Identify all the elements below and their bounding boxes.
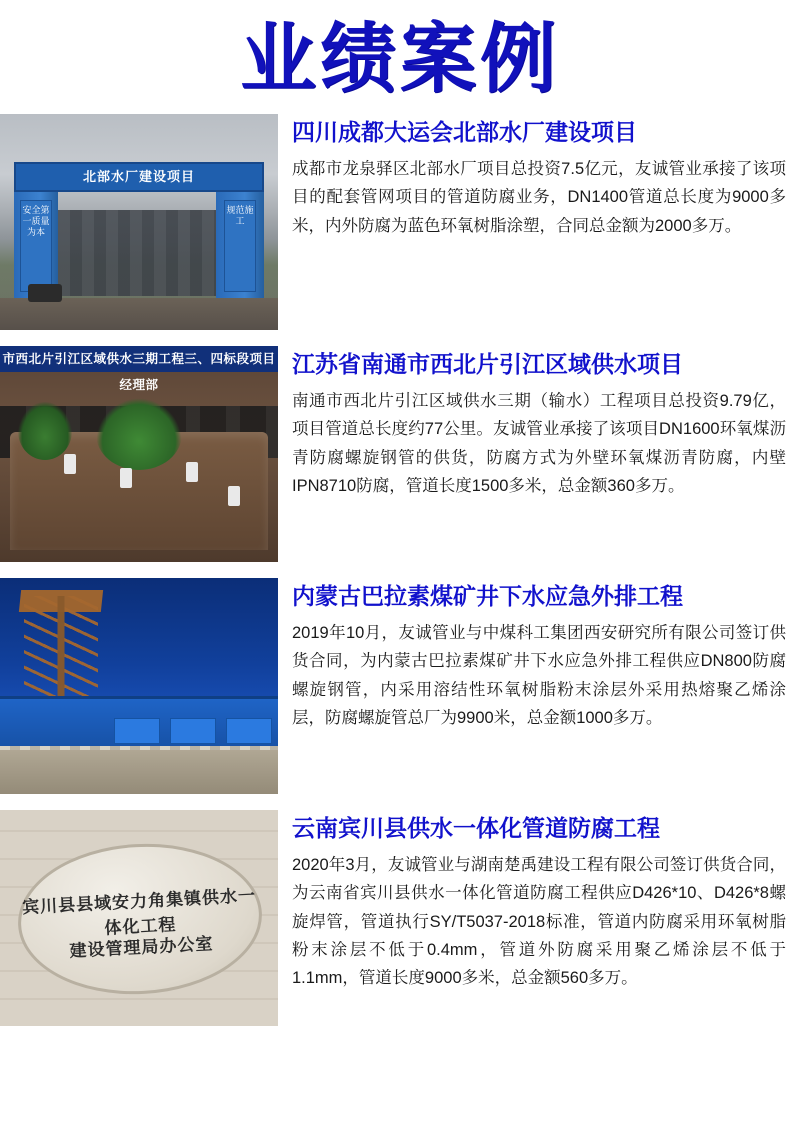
signboard-line-2: 建设管理局办公室 — [69, 934, 214, 961]
gate-signboard — [14, 162, 264, 192]
water-cup — [64, 454, 76, 474]
case-list — [0, 108, 800, 1026]
gate-signboard-text: 北部水厂建设项目 — [82, 169, 195, 184]
parked-bike — [28, 284, 62, 302]
case-title: 内蒙古巴拉素煤矿井下水应急外排工程 — [292, 583, 683, 609]
case-title: 云南宾川县供水一体化管道防腐工程 — [292, 815, 660, 841]
building-panel — [226, 718, 272, 744]
construction-fence — [58, 210, 216, 296]
ground-area — [0, 750, 278, 794]
potted-plant-center — [96, 398, 182, 470]
building-panel — [170, 718, 216, 744]
office-banner-text: 市西北片引江区域供水三期工程三、四标段项目经理部 — [0, 346, 278, 372]
case-title: 四川成都大运会北部水厂建设项目 — [292, 119, 637, 145]
balasu-coal-mine-photo — [0, 578, 278, 794]
page-title: 业绩案例 — [240, 17, 560, 102]
oval-signboard — [14, 838, 266, 1001]
ground-area — [0, 298, 278, 330]
gate-banner-left: 安全第一质量为本 — [20, 200, 52, 292]
case-item — [0, 346, 800, 562]
potted-plant-left — [18, 402, 72, 460]
water-cup — [186, 462, 198, 482]
case-item — [0, 578, 800, 794]
case-body: 2020年3月，友诚管业与湖南楚禹建设工程有限公司签订供货合同，为云南省宾川县供水一体化管道防腐工程供应D426*10、D426*8螺旋焊管，管道执行SY/T5037-2018标准，管道内防腐采用环氧树脂粉末涂层不低于0.4mm，管道外防腐采用聚乙烯涂层不低于1.1mm，管道长度9000多米，总金额560多万。 — [292, 855, 786, 988]
water-cup — [228, 486, 240, 506]
case-text-block — [292, 810, 800, 993]
case-body: 南通市西北片引江区域供水三期（输水）工程项目总投资9.79亿，项目管道总长度约77公里。友诚管业承接了该项目DN1600环氧煤沥青防腐螺旋钢管的供货，防腐方式为外壁环氧煤沥青防腐，内壁IPN8710防腐，管道长度1500多米，总金额360多万。 — [292, 391, 786, 495]
binchuan-water-supply-sign-photo — [0, 810, 278, 1026]
building-panel — [114, 718, 160, 744]
case-item — [0, 810, 800, 1026]
nantong-project-office-photo — [0, 346, 278, 562]
case-title: 江苏省南通市西北片引江区域供水项目 — [292, 351, 683, 377]
case-text-block — [292, 346, 800, 500]
case-body: 成都市龙泉驿区北部水厂项目总投资7.5亿元，友诚管业承接了该项目的配套管网项目的管道防腐业务，DN1400管道总长度为9000多米，内外防腐为蓝色环氧树脂涂塑，合同总金额为2000多万。 — [292, 159, 786, 235]
case-item — [0, 114, 800, 330]
case-text-block — [292, 578, 800, 732]
case-body: 2019年10月，友诚管业与中煤科工集团西安研究所有限公司签订供货合同，为内蒙古巴拉素煤矿井下水应急外排工程供应DN800防腐螺旋钢管，内采用溶结性环氧树脂粉末涂层外采用热熔聚乙烯涂层，防腐螺旋管总厂为9900米，总金额1000多万。 — [292, 623, 786, 727]
case-text-block — [292, 114, 800, 240]
gate-banner-right: 规范施工 — [224, 200, 256, 292]
north-water-plant-gate-photo — [0, 114, 278, 330]
signboard-line-1: 宾川县县域安力角集镇供水一体化工程 — [21, 885, 257, 938]
water-cup — [120, 468, 132, 488]
